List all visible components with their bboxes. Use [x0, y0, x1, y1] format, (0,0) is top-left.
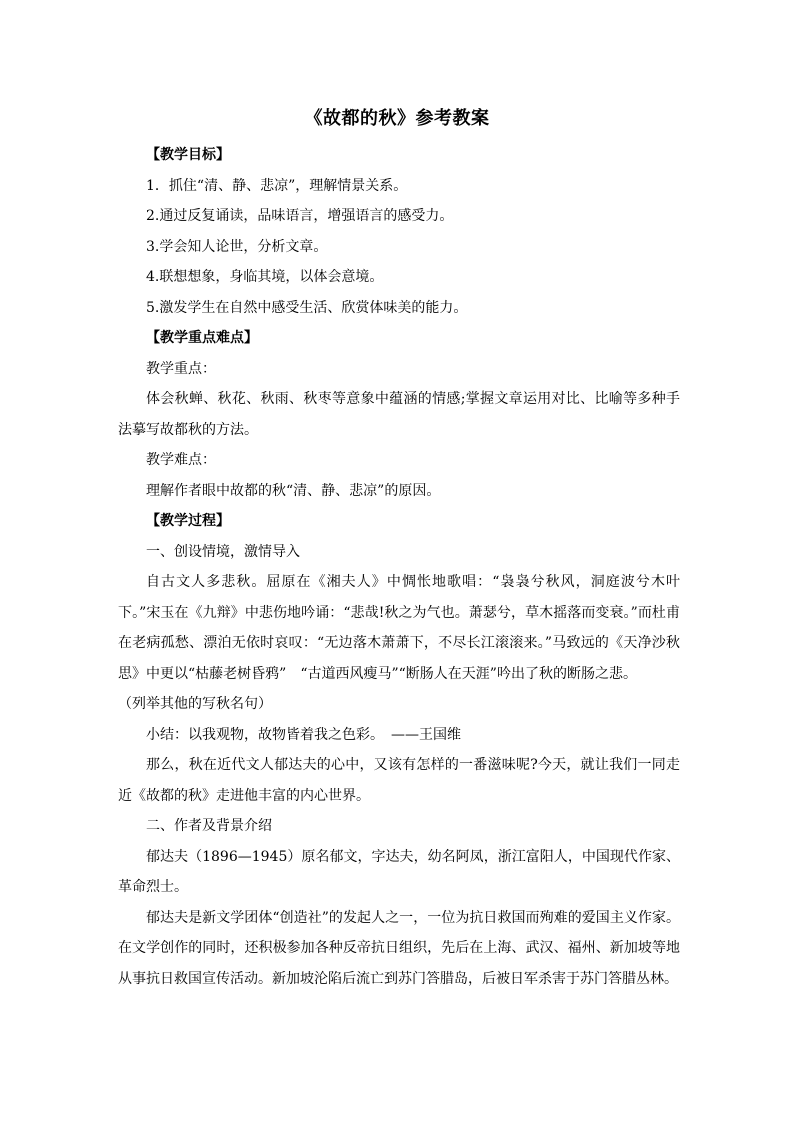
objective-item: 5.激发学生在自然中感受生活、欣赏体味美的能力。: [146, 299, 468, 316]
document-body: [118, 140, 680, 994]
section-heading-key-points: 【教学重点难点】: [146, 330, 258, 346]
intro-paragraph: 自古文人多悲秋。屈原在《湘夫人》中惆怅地歌唱：“袅袅兮秋风，洞庭波兮木叶下。”宋玉在《九辩》中悲伤地吟诵：“悲哉!秋之为气也。萧瑟兮，草木摇落而变衰。”而杜甫在老病孤愁、漂泊无依时哀叹：“无边落木萧萧下，不尽长江滚滚来。”马致远的《天净沙秋思》中更以“枯藤老树昏鸦” “古道西风瘦马”“断肠人在天涯”吟出了秋的断肠之悲。: [118, 574, 680, 682]
difficulty-text: 理解作者眼中故都的秋“清、静、悲凉”的原因。: [146, 482, 441, 499]
objective-item: 3.学会知人论世，分析文章。: [146, 238, 328, 255]
section-heading-objectives: 【教学目标】: [146, 147, 230, 163]
author-paragraph: 郁达夫是新文学团体“创造社”的发起人之一，一位为抗日救国而殉难的爱国主义作家。在文学创作的同时，还积极参加各种反帝抗日组织，先后在上海、武汉、福州、新加坡等地从事抗日救国宣传活动。新加坡沦陷后流亡到苏门答腊岛，后被日军杀害于苏门答腊丛林。: [118, 909, 680, 987]
objective-item: 4.联想想象，身临其境，以体会意境。: [146, 269, 384, 285]
intro-note: （列举其他的写秋名句）: [118, 696, 272, 712]
objective-item: 2.通过反复诵读，品味语言，增强语言的感受力。: [146, 208, 454, 224]
key-point-label: 教学重点：: [146, 360, 216, 377]
summary-quote: 小结：以我观物，故物皆着我之色彩。 ——王国维: [146, 726, 461, 743]
step-heading-author: 二、作者及背景介绍: [146, 818, 272, 834]
difficulty-label: 教学难点：: [146, 452, 216, 468]
transition-paragraph: 那么，秋在近代文人郁达夫的心中，又该有怎样的一番滋味呢?今天，就让我们一同走近《故都的秋》走进他丰富的内心世界。: [118, 757, 680, 804]
objective-item: 1．抓住“清、静、悲凉”，理解情景关系。: [146, 177, 408, 194]
document-title: 《故都的秋》参考教案: [304, 108, 490, 129]
section-heading-process: 【教学过程】: [146, 513, 230, 529]
author-paragraph: 郁达夫（1896—1945）原名郁文，字达夫，幼名阿凤，浙江富阳人，中国现代作家、革命烈士。: [118, 848, 680, 895]
step-heading-intro: 一、创设情境，激情导入: [146, 543, 300, 560]
key-point-text: 体会秋蝉、秋花、秋雨、秋枣等意象中蕴涵的情感;掌握文章运用对比、比喻等多种手法摹写故都秋的方法。: [118, 391, 680, 438]
